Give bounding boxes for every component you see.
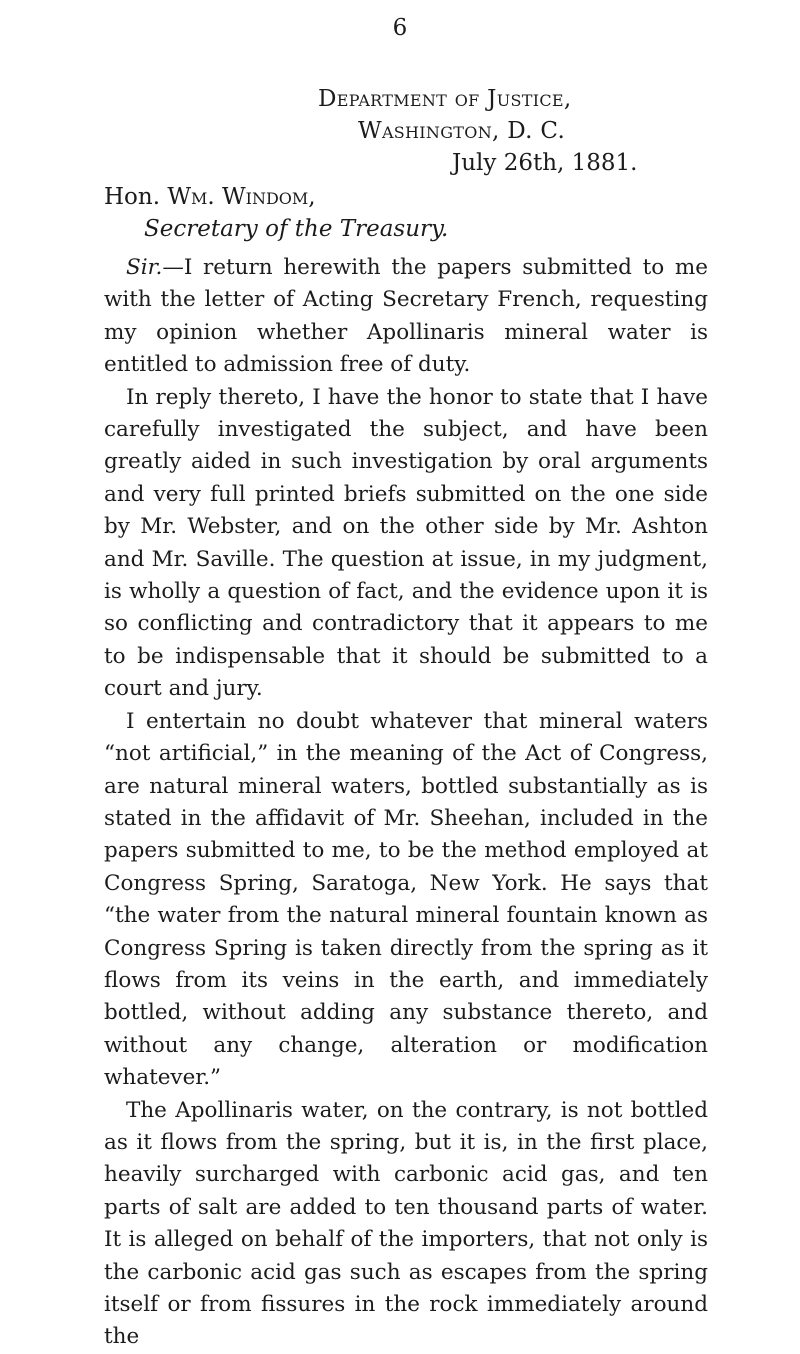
paragraph-1	[104, 252, 708, 382]
letter-date: July 26th, 1881.	[452, 150, 638, 176]
addressee-title: Secretary of the Treasury.	[144, 216, 449, 242]
department-heading: Department of Justice,	[318, 86, 572, 112]
addressee-prefix: Hon.	[104, 184, 168, 210]
paragraph-3: I entertain no doubt whatever that mineral waters “not artificial,” in the meaning of the Act of Congress, are natural mineral waters, bottled substantially as is stated in the affidavit of Mr. Sheehan, included in the papers submitted to me, to be the method employed at Congress Spring, Saratoga, New York. He says that “the water from the natural mineral fountain known as Congress Spring is taken directly from the spring as it flows from its veins in the earth, and immediately bottled, without adding any substance thereto, and without any change, alteration or modification whatever.”	[104, 708, 708, 1091]
paragraph-1-text: —I return herewith the papers submitted to me with the letter of Acting Secretary French, requesting my opinion whether Apollinaris mineral water is entitled to admission free of duty.	[104, 255, 708, 378]
addressee-name	[104, 182, 316, 212]
salutation: Sir.	[126, 255, 163, 280]
city-line: Washington, D. C.	[358, 118, 566, 144]
addressee-surname: Wm. Windom,	[167, 184, 316, 210]
paragraph-2: In reply thereto, I have the honor to state that I have carefully investigated the subject, and have been greatly aided in such investigation by oral arguments and very full printed briefs submitted on the one side by Mr. Webster, and on the other side by Mr. Ashton and Mr. Saville. The question at issue, in my judgment, is wholly a question of fact, and the evidence upon it is so conflicting and contradictory that it appears to me to be indispensable that it should be submitted to a court and jury.	[104, 384, 708, 702]
paragraph-4: The Apollinaris water, on the contrary, is not bottled as it flows from the spring, but it is, in the first place, heavily surcharged with carbonic acid gas, and ten parts of salt are added to ten thousand parts of water. It is alleged on behalf of the importers, that not only is the carbonic acid gas such as escapes from the spring itself or from fissures in the rock immediately around the	[104, 1097, 708, 1350]
page-number: 6	[392, 15, 408, 41]
letter-body	[104, 252, 708, 1354]
